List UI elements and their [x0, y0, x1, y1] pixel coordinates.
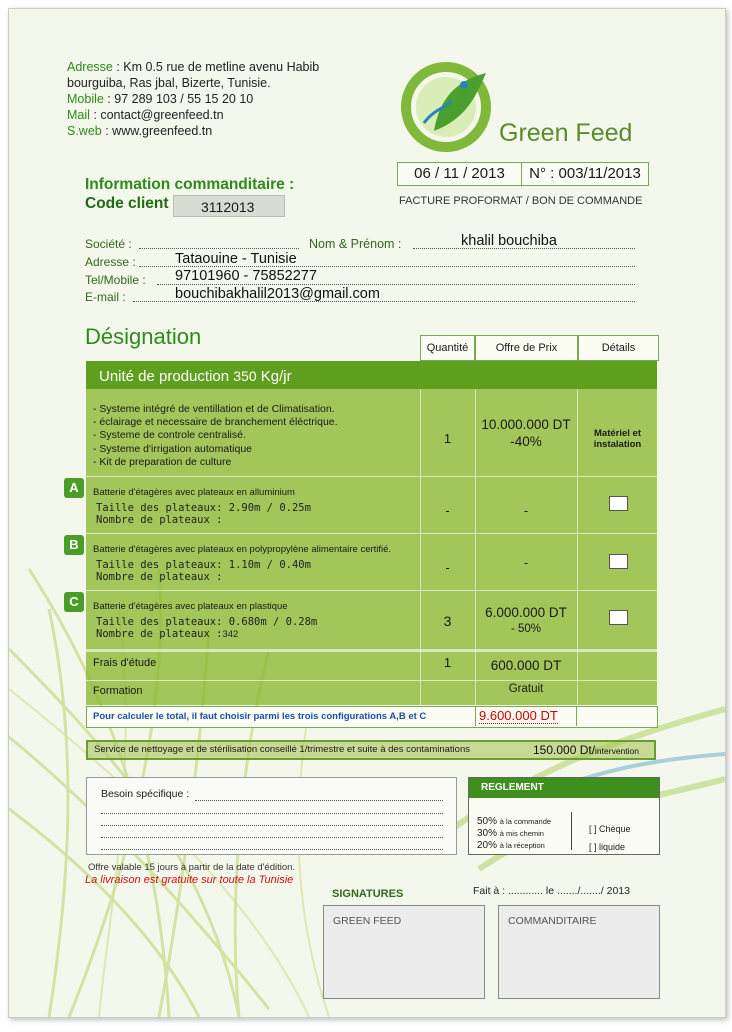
feature-item: - Systeme d'irrigation automatique	[93, 442, 252, 455]
unit-capacity: 350	[233, 368, 257, 384]
invoice-date: 06 / 11 / 2013	[398, 163, 522, 185]
service-row	[86, 740, 656, 760]
mobile-value: 97 289 103 / 55 15 20 10	[114, 92, 254, 106]
formation-price: Gratuit	[508, 683, 544, 695]
nom-label: Nom & Prénom :	[309, 237, 402, 251]
config-a-checkbox[interactable]	[609, 496, 628, 511]
tel-label: Tel/Mobile :	[85, 273, 146, 287]
client-info-title: Information commanditaire :	[85, 176, 295, 193]
invoice-type: FACTURE PROFORMAT / BON DE COMMANDE	[399, 195, 643, 207]
address-line2: bourguiba, Ras jbal, Bizerte, Tunisie.	[67, 76, 271, 90]
feature-item: - Systeme de controle centralisé.	[93, 429, 246, 442]
societe-label: Société :	[85, 237, 132, 251]
besoin-line	[101, 812, 443, 814]
config-c-title: Batterie d'étagères avec plateaux en plastique	[93, 601, 288, 612]
payment-options	[589, 820, 631, 856]
nom-value: khalil bouchiba	[461, 233, 557, 249]
frais-label: Frais d'étude	[93, 657, 157, 669]
total-cell	[475, 706, 577, 726]
email-value: bouchibakhalil2013@gmail.com	[175, 286, 380, 302]
config-b-checkbox[interactable]	[609, 554, 628, 569]
config-b-title: Batterie d'étagères avec plateaux en polypropylène alimentaire certifié.	[93, 544, 392, 555]
besoin-label: Besoin spécifique :	[101, 788, 190, 800]
config-a-spec	[96, 502, 311, 526]
signatures-title: SIGNATURES	[332, 888, 404, 900]
config-b-count-label: Nombre de plateaux :	[96, 571, 223, 583]
signature-box-commanditaire[interactable]	[498, 905, 660, 999]
client-code-field: 3112013	[173, 195, 285, 217]
address-label: Adresse	[67, 60, 113, 74]
client-code-label: Code client	[85, 195, 169, 212]
config-a-qty: -	[445, 503, 450, 518]
row-separator	[86, 680, 657, 681]
unit-qty: 1	[443, 431, 452, 446]
invoice-date-number	[397, 162, 649, 186]
config-tag-b: B	[64, 535, 84, 555]
config-c-spec	[96, 616, 317, 641]
feature-item: - Kit de preparation de culture	[93, 455, 232, 468]
validity-note: Offre valable 15 jours à partir de la date d'édition.	[88, 862, 296, 873]
societe-line	[139, 247, 299, 249]
besoin-line	[101, 836, 443, 838]
web-label: S.web	[67, 124, 102, 138]
invoice-page	[8, 8, 726, 1018]
config-c-checkbox[interactable]	[609, 610, 628, 625]
unit-price: 10.000.000 DT	[481, 417, 571, 432]
signature-label: GREEN FEED	[333, 915, 402, 927]
config-a-count-label: Nombre de plateaux :	[96, 514, 223, 526]
reglement-terms	[477, 816, 551, 852]
row-separator	[86, 476, 657, 477]
col-separator	[577, 389, 578, 705]
config-tag-a: A	[64, 478, 84, 498]
designation-title: Désignation	[85, 324, 202, 349]
client-adresse-label: Adresse :	[85, 255, 136, 269]
logo-text: Green Feed	[499, 119, 633, 147]
config-c-discount: - 50%	[510, 623, 542, 635]
invoice-number: N° : 003/11/2013	[529, 165, 641, 182]
col-quantite: Quantité	[420, 335, 475, 361]
config-b-spec	[96, 559, 311, 583]
service-price	[533, 743, 639, 757]
config-a-size: Taille des plateaux: 2.90m / 0.25m	[96, 502, 311, 514]
mail-value: contact@greenfeed.tn	[100, 108, 224, 122]
total-row	[86, 706, 658, 728]
formation-label: Formation	[93, 685, 143, 697]
config-b-price: -	[523, 555, 529, 570]
total-value: 9.600.000 DT	[479, 708, 558, 723]
signature-box-green-feed[interactable]	[323, 905, 485, 999]
service-price-value: 150.000 Dt/	[533, 743, 596, 757]
config-c-qty: 3	[443, 613, 452, 629]
col-offre: Offre de Prix	[475, 335, 578, 361]
client-adresse-value: Tataouine - Tunisie	[175, 251, 297, 267]
col-details: Détails	[578, 335, 659, 361]
row-separator	[86, 533, 657, 534]
signature-label: COMMANDITAIRE	[508, 915, 597, 927]
option-liquide[interactable]: [ ] liquide	[589, 842, 626, 852]
config-b-size: Taille des plateaux: 1.10m / 0.40m	[96, 559, 311, 571]
reglement-title: REGLEMENT	[469, 778, 659, 798]
config-c-size: Taille des plateaux: 0.680m / 0.28m	[96, 616, 318, 628]
frais-price: 600.000 DT	[490, 658, 562, 673]
besoin-line	[101, 848, 443, 850]
reglement-divider	[571, 812, 572, 850]
config-b-qty: -	[445, 560, 450, 575]
mobile-label: Mobile	[67, 92, 104, 106]
service-text: Service de nettoyage et de stérilisation conseillé 1/trimestre et suite à des contaminations	[94, 744, 470, 755]
feature-item: - Systeme intégré de ventillation et de Climatisation.	[93, 403, 335, 415]
delivery-note: La livraison est gratuite sur toute la Tunisie	[85, 874, 294, 886]
service-unit: intervention	[595, 746, 639, 756]
unit-discount: -40%	[510, 434, 542, 449]
term-pct: 50%	[477, 816, 498, 827]
option-cheque[interactable]: [ ] Chèque	[589, 824, 631, 834]
unit-title	[99, 368, 292, 385]
mail-label: Mail	[67, 108, 90, 122]
row-separator	[86, 649, 657, 652]
config-a-price: -	[523, 503, 529, 518]
feature-item: - éclairage et necessaire de branchement éléctrique.	[93, 416, 338, 429]
tel-value: 97101960 - 75852277	[175, 268, 317, 284]
config-c-count-label: Nombre de plateaux :	[96, 628, 223, 640]
term-pct: 20%	[477, 840, 498, 851]
term-text: à la réception	[499, 841, 545, 850]
web-value: www.greenfeed.tn	[112, 124, 213, 138]
reglement-box	[468, 777, 660, 855]
term-text: à la commande	[499, 817, 552, 826]
unit-features	[93, 403, 338, 469]
total-note: Pour calculer le total, il faut choisir parmi les trois configurations A,B et C	[93, 711, 427, 722]
frais-qty: 1	[443, 655, 452, 670]
fait-line: Fait à : ............ le ......./......./ 2013	[473, 885, 630, 897]
unit-suffix: Kg/jr	[260, 368, 292, 385]
company-address: Adresse : Km 0.5 rue de metline avenu Habib bourguiba, Ras jbal, Bizerte, Tunisie. Mobile : 97 289 103 / 55 15 20 10 Mail : contact@greenfeed.tn S.web : www.greenfeed.tn	[67, 60, 320, 138]
config-a-title: Batterie d'étagères avec plateaux en alluminium	[93, 487, 295, 498]
term-pct: 30%	[477, 828, 498, 839]
config-c-count: 342	[222, 629, 239, 640]
email-label: E-mail :	[85, 290, 126, 304]
besoin-box	[86, 777, 457, 855]
term-text: à mis chemin	[499, 829, 544, 838]
unit-prefix: Unité de production	[99, 368, 230, 385]
address-line1: Km 0.5 rue de metline avenu Habib	[123, 60, 320, 74]
besoin-line	[101, 824, 443, 826]
config-c-price: 6.000.000 DT	[485, 605, 567, 620]
details-label: Matériel et instalation	[593, 428, 642, 450]
config-tag-c: C	[64, 592, 84, 612]
row-separator	[86, 590, 657, 591]
besoin-line	[195, 799, 443, 801]
